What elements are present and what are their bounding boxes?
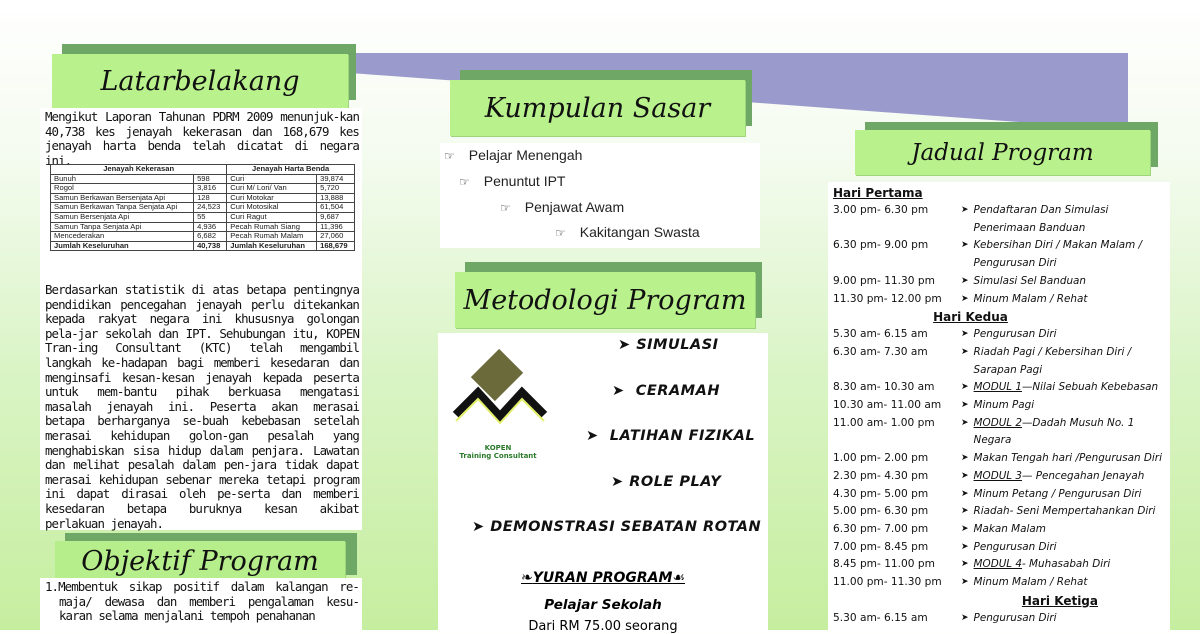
schedule-time: 2.30 pm- 4.30 pm xyxy=(833,469,929,482)
table-cell: 55 xyxy=(194,212,227,222)
schedule-row xyxy=(833,344,1168,379)
arrow-bullet-icon: ➤ xyxy=(961,382,969,393)
schedule-activity xyxy=(961,450,1162,468)
schedule-row xyxy=(833,486,1168,504)
schedule-activity xyxy=(961,273,1086,291)
table-cell: Curi Motokar xyxy=(227,193,317,203)
latarbelakang-intro: Mengikut Laporan Tahunan PDRM 2009 menunjuk-kan 40,738 kes jenayah kekerasan dan 168,679 kes jenayah harta benda telah dicatat di negara ini. xyxy=(45,109,359,168)
target-group-item: ☞ Pelajar Menengah xyxy=(444,147,583,163)
schedule-activity xyxy=(961,397,1034,415)
schedule-row xyxy=(833,202,1168,237)
arrow-bullet-icon: ➤ xyxy=(961,523,969,534)
section-header-metodologi: Metodologi Program xyxy=(455,272,755,328)
table-cell: Samun Bersenjata Api xyxy=(51,212,194,222)
kopen-logo-icon xyxy=(448,345,548,440)
arrow-bullet-icon: ➤ xyxy=(961,541,969,552)
schedule-time: 11.00 am- 1.00 pm xyxy=(833,416,935,429)
arrow-bullet-icon: ➤ xyxy=(961,577,969,588)
table-cell: Bunuh xyxy=(51,174,194,184)
day-heading: Hari Pertama xyxy=(833,186,923,200)
schedule-row xyxy=(833,503,1168,521)
activity-text: MODUL 2—Dadah Musuh No. 1 Negara xyxy=(973,416,1135,447)
schedule-time: 6.30 am- 7.30 am xyxy=(833,345,928,358)
yuran-title: ❧YURAN PROGRAM☙ xyxy=(521,570,685,586)
table-cell: 24,523 xyxy=(194,203,227,213)
table-cell: 27,060 xyxy=(317,232,355,242)
pointing-hand-icon: ☞ xyxy=(500,201,511,215)
activity-text: Minum Petang / Pengurusan Diri xyxy=(973,487,1142,500)
table-row xyxy=(51,232,355,242)
schedule-activity xyxy=(961,556,1110,574)
activity-text: Minum Malam / Rehat xyxy=(973,292,1088,305)
arrow-bullet-icon: ➤ xyxy=(961,205,969,215)
latarbelakang-body: Berdasarkan statistik di atas betapa pentingnya pendidikan pencegahan jenayah perlu ditekankan kepada rakyat negara ini khususnya golongan pela-jar sekolah dan IPT. Sehubungan itu, KOPEN Tran-ing Consultant (KTC) telah mengambil langkah ke-hadapan bagi memberi kesedaran dan menginsafi kesan-kesan jenayah kepada peserta untuk mem-bantu pihak berkuasa mengatasi masalah jenayah ini. Peserta akan merasai betapa berharganya se-buah kebebasan setelah merasai kehidupan golon-gan pesalah yang menghabiskan sisa hidup dalam penjara. Lawatan dan melihat pesalah dalam pen-jara tidak dapat merasai kehidupan sebenar mereka tetapi program ini dapat dirasai oleh pe-serta dan memberi kesedaran betapa buruknya kesan akibat perlakuan jenayah. xyxy=(45,282,359,531)
schedule-row xyxy=(833,450,1168,468)
schedule-activity xyxy=(961,202,1168,237)
section-header-jadual: Jadual Program xyxy=(855,130,1150,175)
section-header-kumpulan-sasar: Kumpulan Sasar xyxy=(450,80,745,136)
schedule-activity xyxy=(961,503,1155,521)
pointing-hand-icon: ☞ xyxy=(444,149,455,163)
arrow-bullet-icon: ➤ xyxy=(961,329,969,340)
table-cell: Samun Berkawan Bersenjata Api xyxy=(51,193,194,203)
table-cell: 11,396 xyxy=(317,222,355,232)
schedule-activity xyxy=(961,237,1168,272)
schedule-row xyxy=(833,574,1168,592)
table-cell: Mencederakan xyxy=(51,232,194,242)
table-cell: 40,738 xyxy=(194,241,227,251)
table-total-row xyxy=(51,241,355,251)
schedule-row xyxy=(833,237,1168,272)
table-cell: 39,874 xyxy=(317,174,355,184)
activity-text: Pengurusan Diri xyxy=(973,611,1057,624)
table-cell: 9,687 xyxy=(317,212,355,222)
activity-text: MODUL 3— Pencegahan Jenayah xyxy=(973,469,1145,482)
crime-stats-table xyxy=(50,164,355,251)
table-cell: Curi Motosikal xyxy=(227,203,317,213)
schedule-time: 6.30 pm- 7.00 pm xyxy=(833,522,929,535)
activity-text: Kebersihan Diri / Makan Malam / Pengurusan Diri xyxy=(973,239,1143,270)
arrow-bullet-icon: ➤ xyxy=(961,453,969,464)
arrow-bullet-icon: ➤ xyxy=(961,346,969,357)
schedule-row xyxy=(833,521,1168,539)
arrow-bullet-icon: ➤ xyxy=(961,612,969,623)
table-cell: Curi Ragut xyxy=(227,212,317,222)
schedule-time: 5.30 am- 6.15 am xyxy=(833,611,928,624)
schedule-row xyxy=(833,610,1168,628)
schedule-activity xyxy=(961,379,1158,397)
schedule-time: 1.00 pm- 2.00 pm xyxy=(833,452,929,465)
table-cell: 13,888 xyxy=(317,193,355,203)
arrow-bullet-icon: ➤ xyxy=(961,400,969,411)
activity-text: Simulasi Sel Banduan xyxy=(973,274,1086,287)
arrow-bullet-icon: ➤ xyxy=(961,470,969,481)
ornament-icon: ☙ xyxy=(672,570,685,586)
schedule-time: 6.30 pm- 9.00 pm xyxy=(833,239,929,252)
arrow-bullet-icon: ➤ xyxy=(961,293,969,304)
table-cell: Curi xyxy=(227,174,317,184)
schedule-time: 3.00 pm- 6.30 pm xyxy=(833,204,929,216)
schedule-activity xyxy=(961,486,1141,504)
activity-text: MODUL 4- Muhasabah Diri xyxy=(973,558,1111,571)
schedule-time: 5.00 pm- 6.30 pm xyxy=(833,505,929,518)
logo-name: KOPEN xyxy=(484,444,512,452)
arrow-bullet-icon: ➤ xyxy=(961,506,969,517)
activity-text: Riadah- Seni Mempertahankan Diri xyxy=(973,505,1156,518)
table-cell: Samun Tanpa Senjata Api xyxy=(51,222,194,232)
method-item: ➤ ROLE PLAY xyxy=(611,474,722,490)
activity-text: Pendaftaran Dan Simulasi Penerimaan Banduan xyxy=(973,204,1109,234)
day-heading: Hari Ketiga xyxy=(1021,593,1098,608)
table-cell: Curi M/ Lori/ Van xyxy=(227,184,317,194)
activity-text: Pengurusan Diri xyxy=(973,328,1057,341)
target-group-item: ☞ Penjawat Awam xyxy=(500,199,625,215)
schedule-activity xyxy=(961,574,1087,592)
schedule-activity xyxy=(961,415,1168,450)
schedule-activity xyxy=(961,521,1046,539)
schedule-row xyxy=(833,415,1168,450)
table-cell: 61,504 xyxy=(317,203,355,213)
table-cell: Jumlah Keseluruhan xyxy=(51,241,194,251)
day-heading: Hari Kedua xyxy=(933,310,1008,325)
target-group-item: ☞ Kakitangan Swasta xyxy=(555,224,700,240)
method-item: ➤ DEMONSTRASI SEBATAN ROTAN xyxy=(472,519,762,535)
schedule-time: 8.45 pm- 11.00 pm xyxy=(833,558,935,571)
table-cell: 3,816 xyxy=(194,184,227,194)
activity-text: Minum Pagi xyxy=(973,399,1035,412)
table-cell: Rogol xyxy=(51,184,194,194)
activity-text: Makan Tengah hari /Pengurusan Diri xyxy=(973,452,1162,465)
table-cell: 128 xyxy=(194,193,227,203)
schedule-time: 9.00 pm- 11.30 pm xyxy=(833,274,935,287)
schedule-time: 7.00 pm- 8.45 pm xyxy=(833,540,929,553)
logo-subtitle: Training Consultant xyxy=(459,452,537,460)
kopen-logo xyxy=(448,345,548,465)
table-cell: 598 xyxy=(194,174,227,184)
objektif-item-1: 1.Membentuk sikap positif dalam kalangan re-maja/ dewasa dan memberi pengalaman kesu-karan selama menjalani tempoh penahanan xyxy=(45,579,359,624)
table-row xyxy=(51,212,355,222)
schedule-row xyxy=(833,539,1168,557)
method-item: ➤ LATIHAN FIZIKAL xyxy=(586,428,756,444)
schedule-activity xyxy=(961,344,1168,379)
section-header-latarbelakang: Latarbelakang xyxy=(52,54,348,108)
table-cell: Pecah Rumah Siang xyxy=(227,222,317,232)
schedule-time: 11.00 pm- 11.30 pm xyxy=(833,576,942,589)
schedule-time: 10.30 am- 11.00 am xyxy=(833,399,942,412)
schedule-row xyxy=(833,291,1168,309)
arrow-bullet-icon: ➤ xyxy=(961,275,969,286)
activity-text: Makan Malam xyxy=(973,522,1046,535)
table-cell: 5,720 xyxy=(317,184,355,194)
method-item: ➤ CERAMAH xyxy=(612,383,720,399)
schedule-activity xyxy=(961,468,1144,486)
schedule-row xyxy=(833,468,1168,486)
table-cell: Pecah Rumah Malam xyxy=(227,232,317,242)
table-header: Jenayah Kekerasan xyxy=(51,165,227,175)
table-cell: 168,679 xyxy=(317,241,355,251)
ornament-icon: ❧ xyxy=(521,570,533,586)
pointing-hand-icon: ☞ xyxy=(459,175,470,189)
yuran-group: Pelajar Sekolah xyxy=(544,597,662,613)
activity-text: Pengurusan Diri xyxy=(973,540,1057,553)
schedule xyxy=(833,184,1168,627)
schedule-row xyxy=(833,397,1168,415)
arrow-bullet-icon: ➤ xyxy=(961,488,969,499)
schedule-time: 4.30 pm- 5.00 pm xyxy=(833,487,929,500)
schedule-activity xyxy=(961,291,1087,309)
table-cell: Samun Berkawan Tanpa Senjata Api xyxy=(51,203,194,213)
table-cell: Jumlah Keseluruhan xyxy=(227,241,317,251)
arrow-bullet-icon: ➤ xyxy=(961,417,969,428)
arrow-bullet-icon: ➤ xyxy=(961,559,969,570)
schedule-time: 11.30 pm- 12.00 pm xyxy=(833,292,942,305)
activity-text: Riadah Pagi / Kebersihan Diri / Sarapan Pagi xyxy=(973,345,1132,376)
table-row xyxy=(51,184,355,194)
schedule-activity xyxy=(961,326,1057,344)
activity-text: Minum Malam / Rehat xyxy=(973,576,1088,589)
schedule-time: 8.30 am- 10.30 am xyxy=(833,381,935,394)
table-cell: 6,682 xyxy=(194,232,227,242)
target-group-item: ☞ Penuntut IPT xyxy=(459,173,566,189)
schedule-row xyxy=(833,379,1168,397)
activity-text: MODUL 1—Nilai Sebuah Kebebasan xyxy=(973,381,1159,394)
yuran-price: Dari RM 75.00 seorang xyxy=(528,619,678,634)
method-item: ➤ SIMULASI xyxy=(618,337,719,353)
table-header: Jenayah Harta Benda xyxy=(227,165,355,175)
schedule-activity xyxy=(961,539,1057,557)
schedule-row xyxy=(833,273,1168,291)
pointing-hand-icon: ☞ xyxy=(555,226,566,240)
arrow-bullet-icon: ➤ xyxy=(961,240,969,251)
schedule-time: 5.30 am- 6.15 am xyxy=(833,328,928,341)
schedule-row xyxy=(833,326,1168,344)
table-cell: 4,936 xyxy=(194,222,227,232)
section-header-objektif: Objektif Program xyxy=(55,541,345,581)
schedule-activity xyxy=(961,610,1057,628)
schedule-row xyxy=(833,556,1168,574)
